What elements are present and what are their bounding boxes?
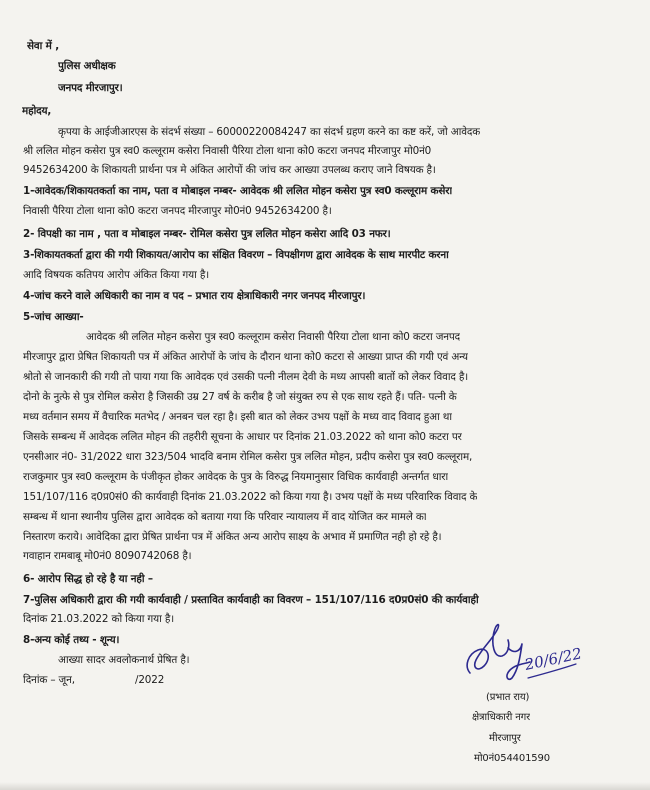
item-5-line: श्रोतो से जानकारी की गयी तो पाया गया कि आवेदक एवं उसकी पत्नी नीलम देवी के मध्य आपसी बातों को लेकर विवाद है। xyxy=(23,371,469,383)
signatory-name: (प्रभात राय) xyxy=(486,692,530,703)
page-edge-shadow xyxy=(0,782,650,790)
signatory-place: मीरजापुर xyxy=(489,733,521,744)
closing-line: आख्या सादर अवलोकनार्थ प्रेषित है। xyxy=(58,654,190,666)
item-5-line: जिसके सम्बन्ध में आवेदक ललित मोहन की तहरीरी सूचना के आधार पर दिनांक 21.03.2022 को थाना को0 कटरा पर xyxy=(23,431,462,443)
item-2: 2- विपक्षी का नाम , पता व मोबाइल नम्बर- रोमिल कसेरा पुत्र ललित मोहन कसेरा आदि 03 नफर। xyxy=(23,228,391,240)
item-8: 8-अन्य कोई तथ्य - शून्य। xyxy=(23,634,120,646)
item-5-line: सम्बन्ध में थाना स्थानीय पुलिस द्वारा आवेदक को बताया गया कि परिवार न्यायालय में वाद योजित कर मामले का xyxy=(23,511,427,523)
item-7-line: 7-पुलिस अधिकारी द्वारा की गयी कार्यवाही / प्रस्तावित कार्यवाही का विवरण – 151/107/116 द0प्र0सं0 की कार्यवाही xyxy=(23,594,479,606)
intro-line: कृपया के आईजीआरएस के संदर्भ संख्या – 60000220084247 का संदर्भ ग्रहण करने का कष्ट करें, जो आवेदक xyxy=(58,126,481,138)
item-5-line: आवेदक श्री ललित मोहन कसेरा पुत्र स्व0 कल्लूराम कसेरा निवासी पैरिया टोला थाना को0 कटरा जनपद xyxy=(86,331,461,343)
signature-date: 20/6/22 xyxy=(523,644,583,674)
intro-line: श्री ललित मोहन कसेरा पुत्र स्व0 कल्लूराम कसेरा निवासी पैरिया टोला थाना को0 कटरा जनपद मीरजापुर मो0नं0 xyxy=(23,145,432,157)
salutation: सेवा में , xyxy=(27,40,59,52)
signatory-designation: क्षेत्राधिकारी नगर xyxy=(472,712,531,723)
item-4: 4-जांच करने वाले अधिकारी का नाम व पद – प्रभात राय क्षेत्राधिकारी नगर जनपद मीरजापुर। xyxy=(23,290,366,302)
item-5-line: मध्य वर्तमान समय में वैचारिक मतभेद / अनबन चल रहा है। इसी बात को लेकर उभय पक्षों के मध्य वाद विवाद हुआ था xyxy=(23,411,452,423)
item-6: 6- आरोप सिद्ध हो रहे है या नही – xyxy=(23,573,153,585)
intro-line: 9452634200 के शिकायती प्रार्थना पत्र मे अंकित आरोपों की जांच कर आख्या उपलब्ध कराए जाने विषयक है। xyxy=(23,164,436,176)
item-1-line: निवासी पैरिया टोला थाना को0 कटरा जनपद मीरजापुर मो0नं0 9452634200 है। xyxy=(23,205,332,217)
recipient-title: पुलिस अधीक्षक xyxy=(58,60,116,72)
date-label: दिनांक – जून, xyxy=(23,674,75,686)
item-5-line: राजकुमार पुत्र स्व0 कल्लूराम के पंजीकृत होकर आवेदक के पुत्र के विरुद्ध नियमानुसार विधिक कार्यवाही अन्तर्गत धारा xyxy=(23,471,449,483)
item-1-line: 1-आवेदक/शिकायतकर्ता का नाम, पता व मोबाइल नम्बर- आवेदक श्री ललित मोहन कसेरा पुत्र स्व0 कल्लूराम कसेरा xyxy=(23,185,452,197)
item-5-heading: 5-जांच आख्या- xyxy=(23,311,84,323)
item-5-line: एनसीआर नं0- 31/2022 धारा 323/504 भादवि बनाम रोमिल कसेरा पुत्र ललित मोहन, प्रदीप कसेरा पुत्र स्व0 कल्लूराम, xyxy=(23,451,473,463)
item-5-line: दोनो के नुत्फे से पुत्र रोमिल कसेरा है जिसकी उम्र 27 वर्ष के करीब है जो संयुक्त रुप से एक साथ रहते हैं। पति- पत्नी के xyxy=(23,391,457,403)
item-3-line: 3-शिकायतकर्ता द्वारा की गयी शिकायत/आरोप का संक्षित विवरण – विपक्षीगण द्वारा आवेदक के साथ मारपीट करना xyxy=(23,249,449,261)
item-3-line: आदि विषयक कतिपय आरोप अंकित किया गया है। xyxy=(23,269,210,281)
item-5-line: निस्तारण कराये। आवेदिका द्वारा प्रेषित प्रार्थना पत्र में अंकित अन्य आरोप साक्ष्य के अभाव में प्रमाणित नही हो रहे है। xyxy=(23,531,442,543)
item-5-line: गवाहान रामबाबू मो0नं0 8090742068 है। xyxy=(23,550,192,562)
item-5-line: 151/107/116 द0प्र0सं0 की कार्यवाही दिनांक 21.03.2022 को किया गया है। उभय पक्षों के मध्य परिवारिक विवाद के xyxy=(23,491,478,503)
handwritten-signature xyxy=(458,618,583,688)
item-5-line: मीरजापुर द्वारा प्रेषित शिकायती पत्र में अंकित आरोपों के जांच के दौरान थाना को0 कटरा से आख्या प्राप्त की गयी एवं अन्य xyxy=(23,351,468,363)
greeting: महोदय, xyxy=(22,105,52,117)
signatory-mobile: मो0नं054401590 xyxy=(474,753,550,764)
date-year: /2022 xyxy=(135,674,165,686)
recipient-place: जनपद मीरजापुर। xyxy=(58,82,123,94)
item-7-line: दिनांक 21.03.2022 को किया गया है। xyxy=(23,613,174,625)
